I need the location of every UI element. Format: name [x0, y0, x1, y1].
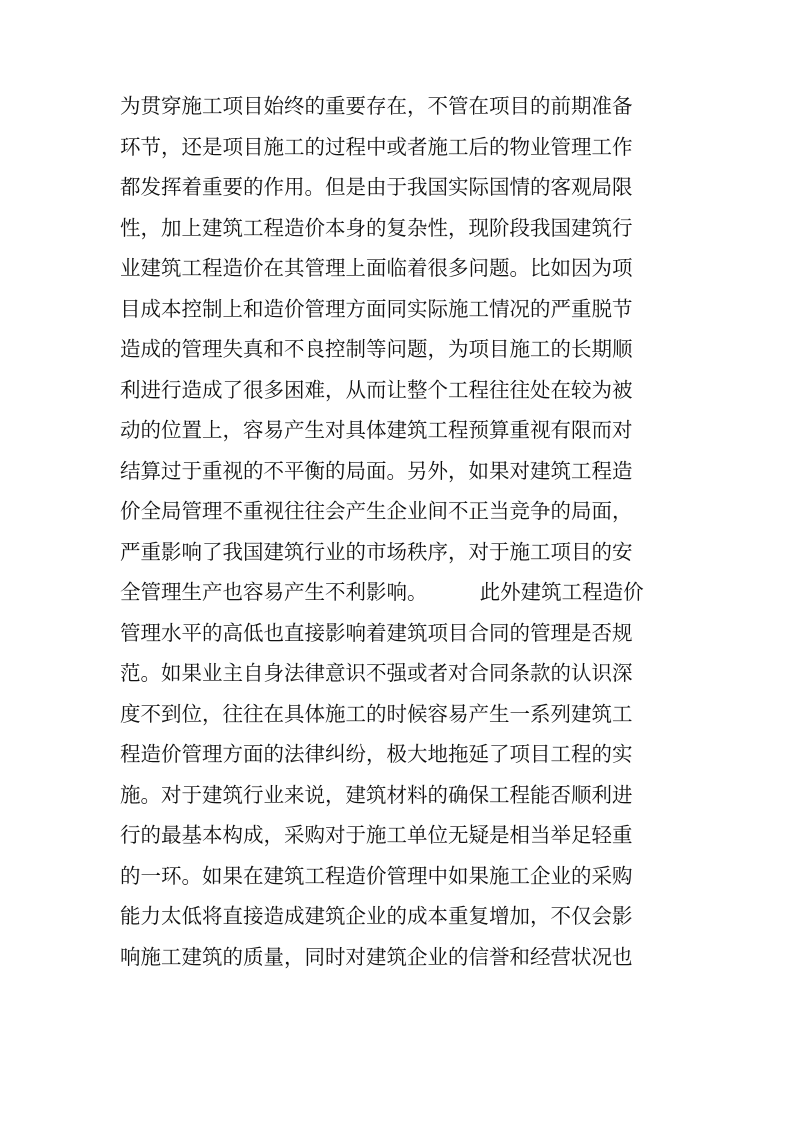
text-line: 结算过于重视的不平衡的局面。另外，如果对建筑工程造 — [120, 458, 633, 483]
text-line: 程造价管理方面的法律纠纷，极大地拖延了项目工程的实 — [120, 742, 633, 766]
text-line: 业建筑工程造价在其管理上面临着很多问题。比如因为项 — [120, 256, 633, 280]
text-line: 响施工建筑的质量，同时对建筑企业的信誉和经营状况也 — [120, 944, 633, 969]
text-line: 施。对于建筑行业来说，建筑材料的确保工程能否顺利进 — [120, 782, 633, 807]
text-line: 管理水平的高低也直接影响着建筑项目合同的管理是否规 — [120, 620, 633, 645]
text-line: 能力太低将直接造成建筑企业的成本重复增加，不仅会影 — [120, 904, 633, 928]
text-line: 严重影响了我国建筑行业的市场秩序，对于施工项目的安 — [120, 539, 633, 564]
text-line: 全管理生产也容易产生不利影响。 此外建筑工程造价 — [120, 580, 644, 604]
body-text — [120, 86, 690, 977]
text-line: 度不到位，往往在具体施工的时候容易产生一系列建筑工 — [120, 701, 633, 726]
text-line: 性，加上建筑工程造价本身的复杂性，现阶段我国建筑行 — [120, 215, 633, 240]
text-line: 造成的管理失真和不良控制等问题，为项目施工的长期顺 — [120, 337, 633, 361]
text-line: 为贯穿施工项目始终的重要存在，不管在项目的前期准备 — [120, 94, 633, 118]
text-line: 价全局管理不重视往往会产生企业间不正当竞争的局面， — [120, 499, 633, 523]
text-line: 的一环。如果在建筑工程造价管理中如果施工企业的采购 — [120, 863, 633, 888]
text-line: 都发挥着重要的作用。但是由于我国实际国情的客观局限 — [120, 175, 633, 199]
text-line: 目成本控制上和造价管理方面同实际施工情况的严重脱节 — [120, 296, 633, 321]
text-line: 利进行造成了很多困难，从而让整个工程往往处在较为被 — [120, 377, 633, 402]
text-line: 行的最基本构成，采购对于施工单位无疑是相当举足轻重 — [120, 823, 633, 847]
text-line: 动的位置上，容易产生对具体建筑工程预算重视有限而对 — [120, 418, 633, 442]
text-line: 环节，还是项目施工的过程中或者施工后的物业管理工作 — [120, 134, 633, 159]
text-line: 范。如果业主自身法律意识不强或者对合同条款的认识深 — [120, 661, 633, 685]
